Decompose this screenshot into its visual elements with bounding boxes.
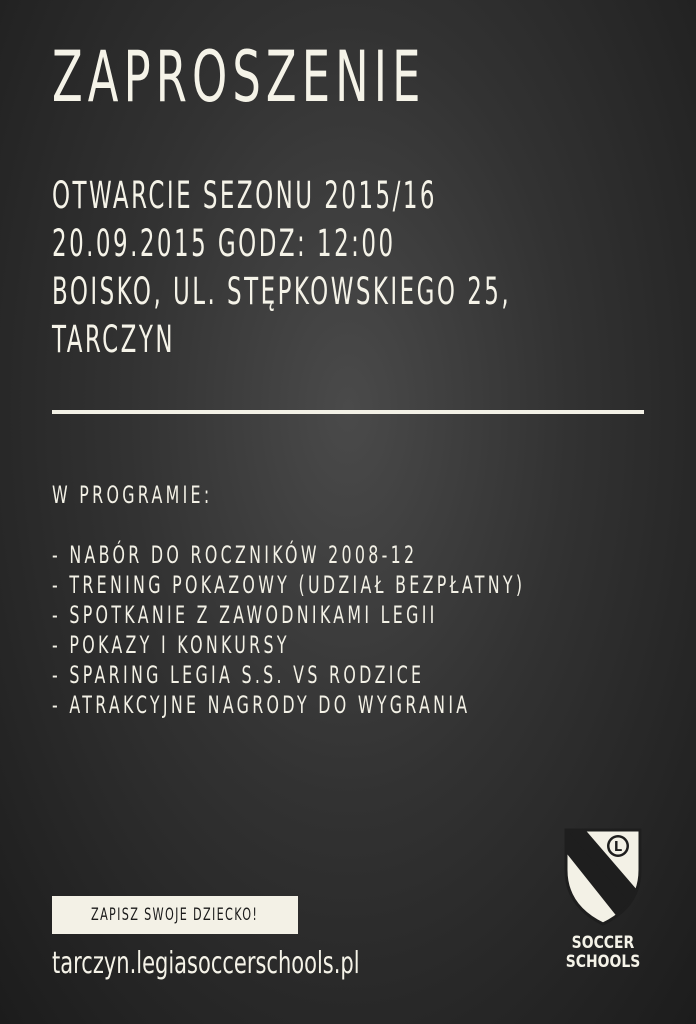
- event-season-line: OTWARCIE SEZONU 2015/16: [52, 174, 437, 217]
- logo-text: [550, 934, 656, 972]
- list-item: - SPOTKANIE Z ZAWODNIKAMI LEGII: [52, 601, 438, 629]
- sign-up-button-label: ZAPISZ SWOJE DZIECKO!: [91, 905, 259, 925]
- list-item: - TRENING POKAZOWY (UDZIAŁ BEZPŁATNY): [52, 571, 526, 599]
- list-item: - SPARING LEGIA S.S. VS RODZICE: [52, 661, 425, 689]
- event-details: [52, 172, 511, 364]
- event-address-line: BOISKO, UL. STĘPKOWSKIEGO 25,: [52, 270, 512, 313]
- website-link[interactable]: tarczyn.legiasoccerschools.pl: [52, 946, 360, 981]
- sign-up-button[interactable]: [52, 896, 298, 934]
- list-item: - POKAZY I KONKURSY: [52, 631, 290, 659]
- divider: [52, 410, 644, 414]
- poster-headline: ZAPROSZENIE: [52, 36, 426, 118]
- legia-soccer-schools-logo: [560, 826, 646, 976]
- program-title: W PROGRAMIE:: [52, 481, 213, 509]
- logo-line-schools: SCHOOLS: [565, 952, 641, 972]
- event-date-line: 20.09.2015 GODZ: 12:00: [52, 222, 396, 265]
- program-list: [52, 540, 525, 720]
- list-item: - NABÓR DO ROCZNIKÓW 2008-12: [52, 541, 418, 569]
- list-item: - ATRAKCYJNE NAGRODY DO WYGRANIA: [52, 691, 471, 719]
- legia-shield-icon: [560, 826, 646, 926]
- event-city-line: TARCZYN: [52, 318, 175, 361]
- logo-line-soccer: SOCCER: [571, 933, 635, 953]
- badge-letter: L: [613, 840, 623, 855]
